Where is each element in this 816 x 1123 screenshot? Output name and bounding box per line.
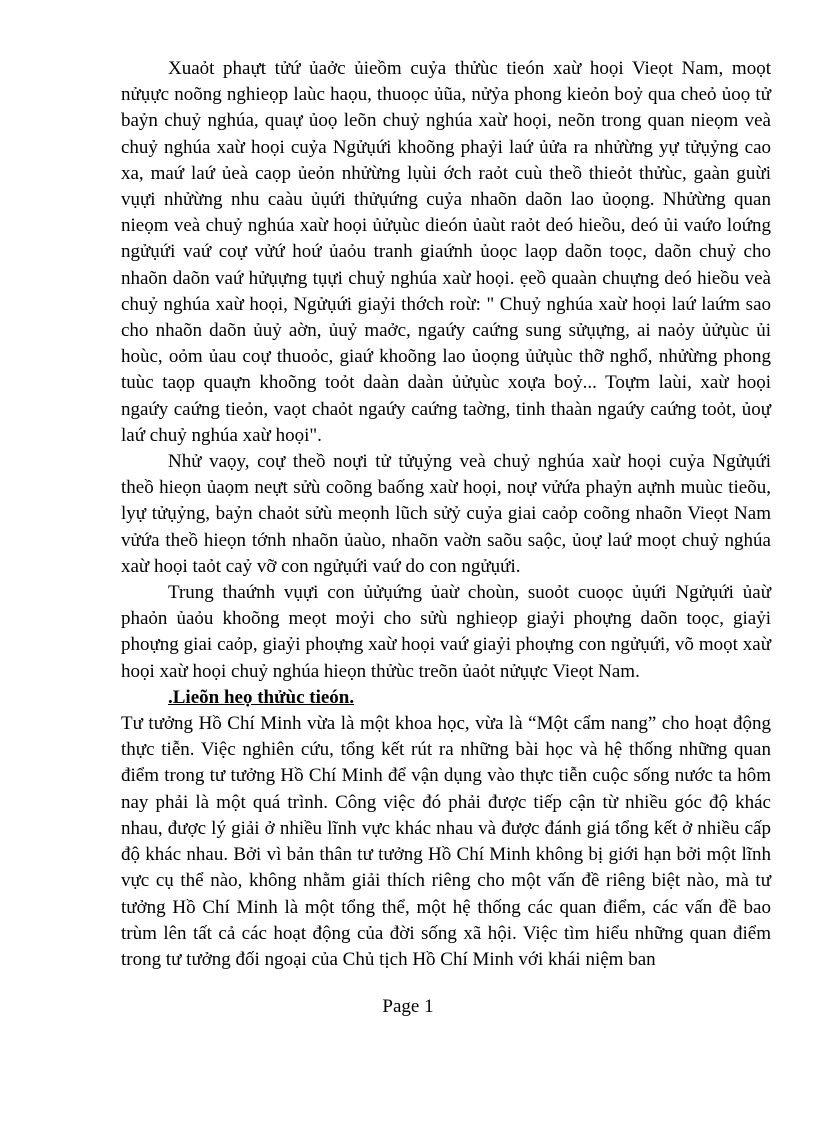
section-heading: .Lieõn heọ thửùc tieón. [168,686,355,708]
paragraph-4: Tư tưởng Hồ Chí Minh vừa là một khoa học, vừa là “Một cẩm nang” cho hoạt động thực tiễn. Việc nghiên cứu, tổng kết rút ra những bài học và hệ thống những quan điểm trong tư tưởng Hồ Chí Minh để vận dụng vào thực tiễn cuộc sống nước ta hôm nay phải là một quá trình. Công việc đó phải được tiếp cận từ nhiều góc độ khác nhau, được lý giải ở nhiều lĩnh vực khác nhau và được đánh giá tổng kết ở nhiều cấp độ khác nhau. Bởi vì bản thân tư tưởng Hồ Chí Minh không bị giới hạn bởi một lĩnh vực cụ thể nào, không nhằm giải thích riêng cho một vấn đề riêng biệt nào, mà tư tưởng Hồ Chí Minh là một tổng thể, một hệ thống các quan điểm, các vấn đề bao trùm lên tất cả các hoạt động của đời sống xã hội. Việc tìm hiểu những quan điểm trong tư tưởng đối ngoại của Chủ tịch Hồ Chí Minh với khái niệm ban [121,713,771,970]
paragraph-3: Trung thaứnh vụựi con ủửụứng ủaừ choùn, suoỏt cuoọc ủụứi Ngửụứi ủaừ phaỏn ủaỏu khoõng meọt moỷi cho sửù nghieọp giaỷi phoựng daõn toọc, giaỷi phoựng giai caỏp, giaỷi phoựng xaừ hoọi vaứ giaỷi phoựng con ngửụứi, võ moọt xaừ hoọi xaừ hoọi chuỷ nghúa hieọn thửùc treõn ủaỏt nửụực Vieọt Nam. [121,582,771,682]
paragraph-2: Nhử vaọy, coự theồ noựi tử tửụỷng veà chuỷ nghúa xaừ hoọi cuỷa Ngửụứi theồ hieọn ủaọm neựt sửù coõng baống xaừ hoọi, noự vửứa phaỷn aựnh muùc tieõu, lyự tửụỷng, baỷn chaỏt sửù meọnh lũch sửỷ cuỷa giai caỏp coõng nhaõn Vieọt Nam vửứa theồ hieọn tớnh nhaõn ủaùo, nhaõn vaờn saõu saộc, ủoự laứ moọt chuỷ nghúa xaừ hoọi taỏt caỷ vỡ con ngửụứi vaứ do con ngửụứi. [121,451,771,577]
paragraph-1: Xuaỏt phaựt tửứ ủaởc ủieồm cuỷa thửùc tieón xaừ hoọi Vieọt Nam, moọt nửụực noõng nghieọp laùc haọu, thuoọc ủũa, nửỷa phong kieỏn boỷ qua cheỏ ủoọ tử baỷn chuỷ nghúa, quaự ủoọ leõn chuỷ nghúa xaừ hoọi, neõn trong quan nieọm veà chuỷ nghúa xaừ hoọi cuỷa Ngửụứi khoõng phaỷi laứ ủửa ra nhửừng yự tửụỷng cao xa, maứ laứ ủeà caọp ủeỏn nhửừng lụùi ớch raỏt cuù theồ thieỏt thửùc, gaàn guừi vụựi nhửừng nhu caàu ủụứi thửụứng cuỷa nhaõn daõn lao ủoọng. Nhửừng quan nieọm veà chuỷ nghúa xaừ hoọi ủửụùc dieón ủaùt raỏt deó hieồu, deó ủi vaứo loứng ngửụứi vaứ coự vửứ hoứ ủaỏu tranh giaứnh ủoọc laọp daõn toọc, daõn chuỷ cho nhaõn daõn vaứ hửụựng tụựi chuỷ nghúa xaừ hoọi. ẹeồ quaàn chuựng deó hieồu veà chuỷ nghúa xaừ hoọi, Ngửụứi giaỷi thớch roừ: " Chuỷ nghúa xaừ hoọi laứ laứm sao cho nhaõn daõn ủuỷ aờn, ủuỷ maởc, ngaứy caứng sung sửụựng, ai naỏy ủửụùc ủi hoùc, oỏm ủau coự thuoỏc, giaứ khoõng lao ủoọng ủửụùc thỡ nghổ, nhửừng phong tuùc taọp quaựn khoõng toỏt daàn daàn ủửụùc xoựa boỷ... Toựm laùi, xaừ hoọi ngaứy caứng tieỏn, vaọt chaỏt ngaứy caứng taờng, tinh thaàn ngaứy caứng toỏt, ủoự laứ chuỷ nghúa xaừ hoọi". [121,58,771,446]
document-body [121,56,771,973]
page-footer: Page 1 [382,996,434,1017]
